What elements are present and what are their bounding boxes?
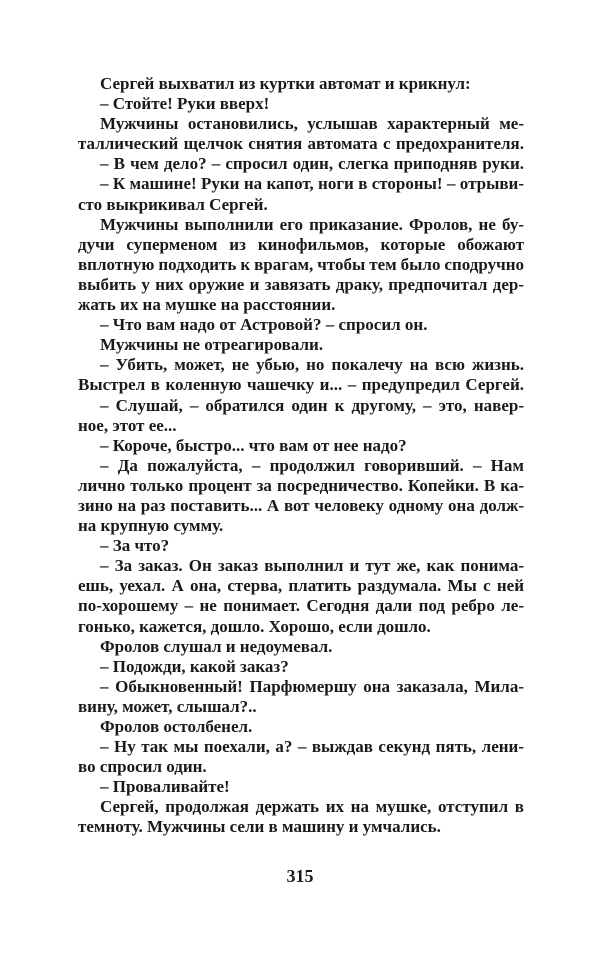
page-body-text bbox=[78, 74, 524, 838]
text-line: Сергей выхватил из куртки автомат и крикнул: bbox=[100, 74, 471, 93]
text-line-row bbox=[78, 134, 524, 154]
text-line-row bbox=[78, 697, 524, 717]
text-line-row bbox=[78, 476, 524, 496]
text-line: – К машине! Руки на капот, ноги в стороны! – отрыви- bbox=[100, 174, 524, 194]
text-line-row bbox=[78, 94, 524, 114]
text-line: выбить у них оружие и завязать драку, предпочитал дер- bbox=[78, 274, 524, 294]
text-line-row bbox=[78, 496, 524, 516]
text-line-row bbox=[78, 375, 524, 395]
text-line: во спросил один. bbox=[78, 757, 207, 777]
text-line: жать их на мушке на расстоянии. bbox=[78, 295, 336, 315]
text-line: темноту. Мужчины сели в машину и умчались. bbox=[78, 817, 441, 837]
text-line: по-хорошему – не понимает. Сегодня дали под ребро ле- bbox=[78, 596, 524, 616]
text-line: Фролов остолбенел. bbox=[100, 717, 253, 736]
text-line: Мужчины не отреагировали. bbox=[100, 335, 324, 355]
text-line: Мужчины остановились, услышав характерный ме- bbox=[100, 114, 524, 134]
text-line: – За заказ. Он заказ выполнил и тут же, как понима- bbox=[100, 556, 524, 576]
text-line: – За что? bbox=[100, 536, 170, 556]
text-line-row bbox=[78, 195, 524, 215]
text-line: – Ну так мы поехали, а? – выждав секунд пять, лени- bbox=[100, 737, 524, 757]
text-line-row bbox=[78, 556, 524, 576]
text-line: Выстрел в коленную чашечку и... – предупредил Сергей. bbox=[78, 375, 524, 395]
text-line: лично только процент за посредничество. Копейки. В ка- bbox=[78, 475, 524, 495]
text-line-row bbox=[78, 536, 524, 556]
text-line-row bbox=[78, 576, 524, 596]
text-line: ешь, уехал. А она, стерва, платить раздумала. Мы с ней bbox=[78, 576, 524, 596]
text-line: – Подожди, какой заказ? bbox=[100, 656, 289, 676]
text-line-row bbox=[78, 757, 524, 777]
text-line: – Короче, быстро... что вам от нее надо? bbox=[100, 435, 407, 455]
text-line: – Слушай, – обратился один к другому, – это, навер- bbox=[100, 395, 524, 415]
text-line: зино на раз поставить... А вот человеку одному она долж- bbox=[78, 495, 524, 515]
text-line: – Убить, может, не убью, но покалечу на всю жизнь. bbox=[100, 355, 524, 375]
text-line-row bbox=[78, 295, 524, 315]
text-line-row bbox=[78, 817, 524, 837]
text-line-row bbox=[78, 657, 524, 677]
text-line-row bbox=[78, 275, 524, 295]
text-line-row bbox=[78, 335, 524, 355]
text-line-row bbox=[78, 74, 524, 94]
text-line-row bbox=[78, 436, 524, 456]
text-line: – Да пожалуйста, – продолжил говоривший. – Нам bbox=[100, 455, 524, 475]
text-line-row bbox=[78, 777, 524, 797]
text-line-row bbox=[78, 174, 524, 194]
text-line-row bbox=[78, 355, 524, 375]
text-line-row bbox=[78, 717, 524, 737]
text-line-row bbox=[78, 617, 524, 637]
text-line-row bbox=[78, 596, 524, 616]
text-line: таллический щелчок снятия автомата с предохранителя. bbox=[78, 134, 524, 154]
text-line: – В чем дело? – спросил один, слегка приподняв руки. bbox=[100, 154, 524, 174]
text-line: дучи суперменом из кинофильмов, которые обожают bbox=[78, 234, 524, 254]
text-line-row bbox=[78, 416, 524, 436]
text-line-row bbox=[78, 737, 524, 757]
text-line: Фролов слушал и недоумевал. bbox=[100, 636, 333, 656]
text-line: гонько, кажется, дошло. Хорошо, если дошло. bbox=[78, 616, 431, 636]
text-line-row bbox=[78, 456, 524, 476]
text-line-row bbox=[78, 516, 524, 536]
text-line-row bbox=[78, 255, 524, 275]
text-line: вплотную подходить к врагам, чтобы тем было сподручно bbox=[78, 254, 524, 274]
text-line-row bbox=[78, 215, 524, 235]
text-line: вину, может, слышал?.. bbox=[78, 696, 257, 716]
text-line-row bbox=[78, 637, 524, 657]
text-line: – Стойте! Руки вверх! bbox=[100, 94, 270, 114]
text-line: Сергей, продолжая держать их на мушке, отступил в bbox=[100, 797, 524, 817]
text-line: – Проваливайте! bbox=[100, 777, 230, 797]
text-line: – Что вам надо от Астровой? – спросил он. bbox=[100, 315, 428, 335]
text-line-row bbox=[78, 114, 524, 134]
text-line-row bbox=[78, 396, 524, 416]
text-line: ное, этот ее... bbox=[78, 415, 177, 435]
text-line: – Обыкновенный! Парфюмершу она заказала, Мила- bbox=[100, 676, 524, 696]
page-number: 315 bbox=[286, 866, 314, 886]
text-line-row bbox=[78, 797, 524, 817]
text-line: сто выкрикивал Сергей. bbox=[78, 194, 268, 214]
text-line: Мужчины выполнили его приказание. Фролов, не бу- bbox=[100, 214, 524, 234]
text-line-row bbox=[78, 677, 524, 697]
text-line: на крупную сумму. bbox=[78, 516, 224, 536]
text-line-row bbox=[78, 154, 524, 174]
text-line-row bbox=[78, 235, 524, 255]
text-line-row bbox=[78, 315, 524, 335]
